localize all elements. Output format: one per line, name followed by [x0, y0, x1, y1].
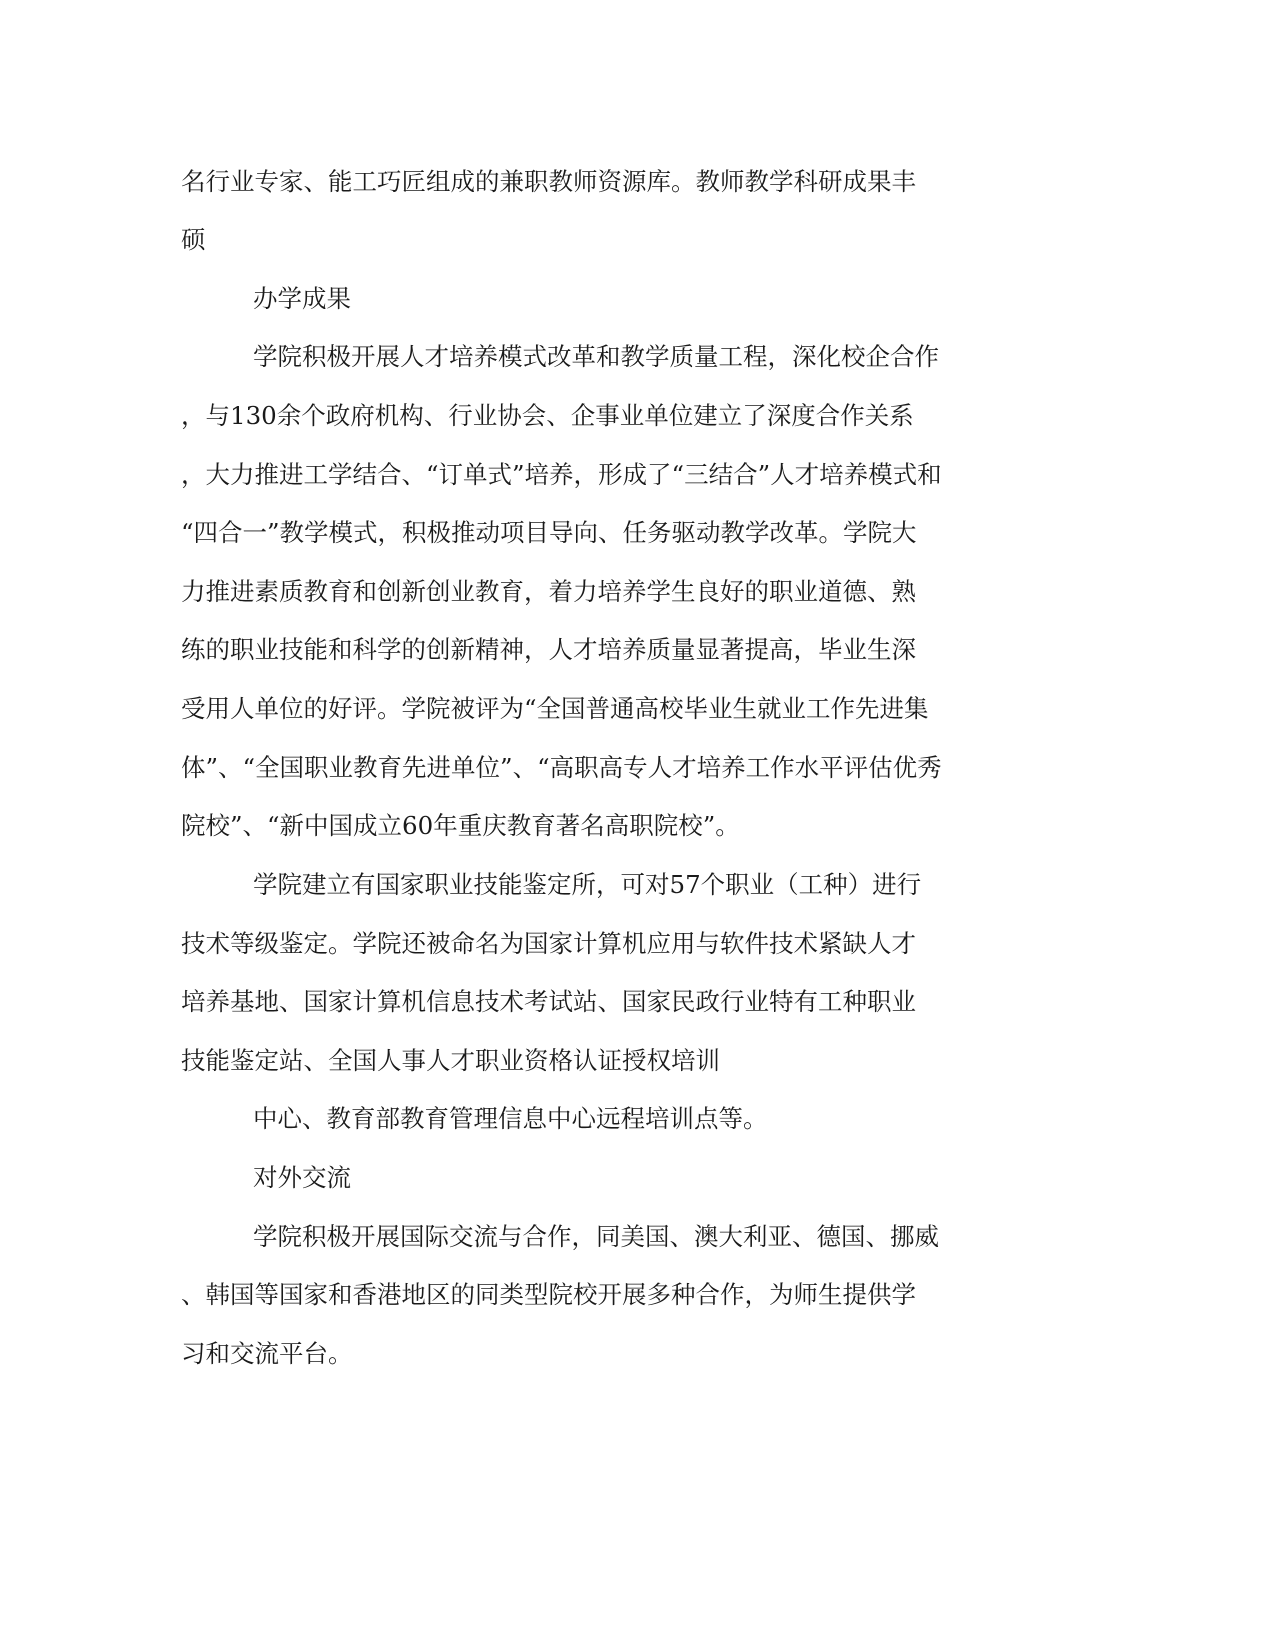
text-line: 院校”、“新中国成立60年重庆教育著名高职院校”。: [181, 811, 740, 840]
section-heading-school-achievements: 办学成果: [253, 284, 351, 313]
text-line: 练的职业技能和科学的创新精神，人才培养质量显著提高，毕业生深: [181, 635, 916, 664]
text-line: 技术等级鉴定。学院还被命名为国家计算机应用与软件技术紧缺人才: [181, 929, 916, 958]
text-line: 体”、“全国职业教育先进单位”、“高职高专人才培养工作水平评估优秀: [181, 753, 942, 782]
text-line: 受用人单位的好评。学院被评为“全国普通高校毕业生就业工作先进集: [181, 694, 929, 723]
text-line: 名行业专家、能工巧匠组成的兼职教师资源库。教师教学科研成果丰: [181, 167, 916, 196]
text-line: 习和交流平台。: [181, 1339, 353, 1368]
text-line: “四合一”教学模式，积极推动项目导向、任务驱动教学改革。学院大: [181, 518, 917, 547]
text-line: 力推进素质教育和创新创业教育，着力培养学生良好的职业道德、熟: [181, 577, 916, 606]
text-line: 学院建立有国家职业技能鉴定所，可对57个职业（工种）进行: [253, 870, 922, 899]
text-line: 硕: [181, 225, 206, 254]
text-line: 学院积极开展人才培养模式改革和教学质量工程，深化校企合作: [253, 342, 939, 371]
section-heading-external-exchange: 对外交流: [253, 1163, 351, 1192]
text-line: 中心、教育部教育管理信息中心远程培训点等。: [253, 1104, 768, 1133]
text-line: 技能鉴定站、全国人事人才职业资格认证授权培训: [181, 1046, 720, 1075]
text-line: 培养基地、国家计算机信息技术考试站、国家民政行业特有工种职业: [181, 987, 916, 1016]
text-line: 、韩国等国家和香港地区的同类型院校开展多种合作，为师生提供学: [181, 1280, 916, 1309]
text-line: ，大力推进工学结合、“订单式”培养，形成了“三结合”人才培养模式和: [181, 460, 942, 489]
text-line: 学院积极开展国际交流与合作，同美国、澳大利亚、德国、挪威: [253, 1222, 939, 1251]
text-line: ，与130余个政府机构、行业协会、企事业单位建立了深度合作关系: [181, 401, 914, 430]
